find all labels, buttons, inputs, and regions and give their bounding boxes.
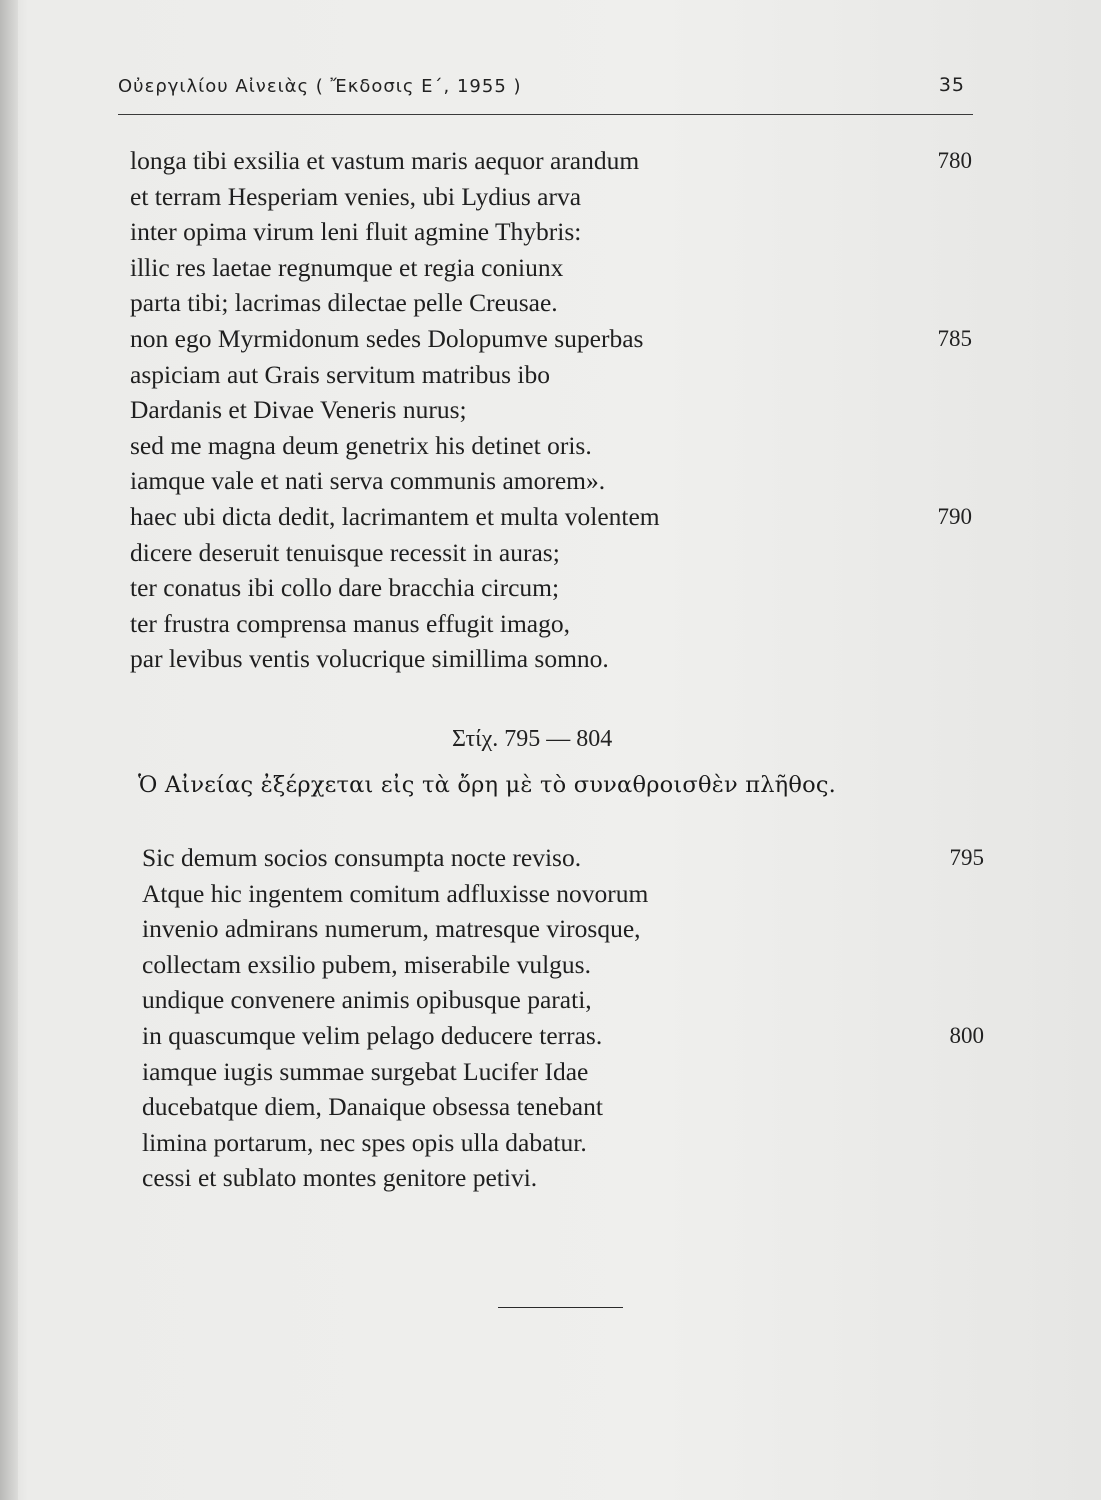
page-binding-edge <box>0 0 18 1500</box>
verse-text: non ego Myrmidonum sedes Dolopumve superbas <box>130 323 644 353</box>
verse-line <box>130 285 972 321</box>
section-line-reference: Στίχ. 795 — 804 <box>452 726 613 752</box>
running-title: Οὐεργιλίου Αἰνειὰς ( Ἔκδοσις Ε΄, 1955 ) <box>118 76 522 97</box>
verse-text: sed me magna deum genetrix his detinet oris. <box>130 430 592 460</box>
verse-line <box>142 1018 984 1054</box>
verse-line <box>130 143 972 179</box>
verse-line <box>130 535 972 571</box>
verse-line <box>130 250 972 286</box>
verse-text: collectam exsilio pubem, miserabile vulgus. <box>142 949 591 979</box>
verse-text: iamque iugis summae surgebat Lucifer Idae <box>142 1056 589 1086</box>
verse-line <box>130 321 972 357</box>
verse-text: dicere deseruit tenuisque recessit in auras; <box>130 537 560 567</box>
verse-text: limina portarum, nec spes opis ulla dabatur. <box>142 1127 587 1157</box>
verse-line <box>130 392 972 428</box>
verse-text: cessi et sublato montes genitore petivi. <box>142 1163 538 1193</box>
verse-line <box>142 1160 984 1196</box>
verse-passage-780-794 <box>130 143 972 677</box>
verse-text: ter conatus ibi collo dare bracchia circum; <box>130 573 560 603</box>
verse-text: ducebatque diem, Danaique obsessa tenebant <box>142 1092 603 1122</box>
verse-text: Dardanis et Divae Veneris nurus; <box>130 395 467 425</box>
line-number: 800 <box>949 1022 984 1048</box>
verse-text: Atque hic ingentem comitum adfluxisse novorum <box>142 878 649 908</box>
page-number: 35 <box>938 74 965 96</box>
verse-text: longa tibi exsilia et vastum maris aequor arandum <box>130 146 640 175</box>
verse-line <box>130 179 972 215</box>
verse-text: invenio admirans numerum, matresque virosque, <box>142 914 641 944</box>
end-of-text-rule <box>498 1307 623 1308</box>
verse-text: iamque vale et nati serva communis amorem». <box>130 466 606 496</box>
verse-text: aspiciam aut Grais servitum matribus ibo <box>130 359 550 389</box>
page-header <box>118 74 973 115</box>
verse-text: parta tibi; lacrimas dilectae pelle Creusae. <box>130 288 558 318</box>
verse-text: illic res laetae regnumque et regia coniunx <box>130 252 564 282</box>
verse-line <box>130 641 972 677</box>
verse-text: Sic demum socios consumpta nocte reviso. <box>142 843 582 872</box>
verse-text: in quascumque velim pelago deducere terras. <box>142 1020 603 1050</box>
verse-text: inter opima virum leni fluit agmine Thybris: <box>130 217 582 247</box>
verse-line <box>142 911 984 947</box>
verse-line <box>130 214 972 250</box>
verse-text: undique convenere animis opibusque parati, <box>142 985 592 1015</box>
verse-line <box>130 606 972 642</box>
line-number: 795 <box>949 845 984 870</box>
line-number: 785 <box>937 325 972 351</box>
verse-line <box>142 982 984 1018</box>
verse-text: par levibus ventis volucrique simillima somno. <box>130 644 609 674</box>
verse-line <box>142 947 984 983</box>
line-number: 780 <box>937 148 972 173</box>
verse-text: et terram Hesperiam venies, ubi Lydius arva <box>130 181 582 211</box>
verse-line <box>130 570 972 606</box>
verse-line <box>130 357 972 393</box>
verse-line <box>142 840 984 876</box>
verse-text: haec ubi dicta dedit, lacrimantem et multa volentem <box>130 501 660 531</box>
verse-line <box>142 876 984 912</box>
verse-line <box>130 428 972 464</box>
section-heading: Ὁ Αἰνείας ἐξέρχεται εἰς τὰ ὄρη μὲ τὸ συναθροισθὲν πλῆθος. <box>138 772 836 798</box>
verse-text: ter frustra comprensa manus effugit imago, <box>130 608 570 638</box>
verse-line <box>130 463 972 499</box>
verse-line <box>142 1089 984 1125</box>
verse-passage-795-804 <box>142 840 984 1196</box>
line-number: 790 <box>937 503 972 529</box>
verse-line <box>142 1054 984 1090</box>
verse-line <box>130 499 972 535</box>
verse-line <box>142 1125 984 1161</box>
